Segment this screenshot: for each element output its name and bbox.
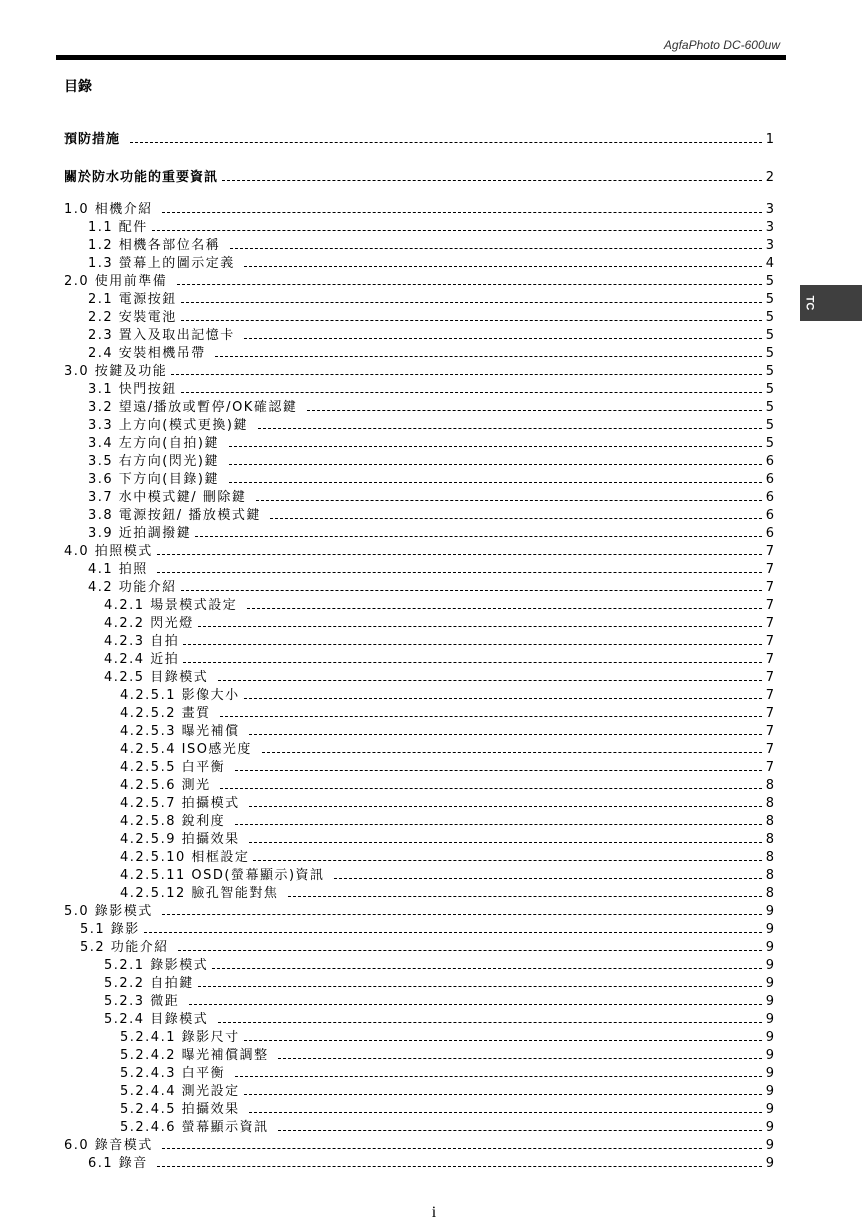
toc-entry[interactable]	[64, 542, 774, 560]
toc-entry-page: 8	[765, 850, 774, 865]
toc-entry[interactable]	[64, 830, 774, 848]
toc-entry-label: 1.2 相機各部位名稱	[88, 238, 226, 253]
toc-entry[interactable]	[64, 992, 774, 1010]
toc-entry-page: 3	[765, 220, 774, 235]
toc-entry[interactable]	[64, 884, 774, 902]
toc-entry[interactable]	[64, 956, 774, 974]
toc-entry-page: 9	[765, 940, 774, 955]
toc-entry-label: 3.0 按鍵及功能	[64, 364, 168, 379]
toc-entry[interactable]	[64, 218, 774, 236]
toc-leader-dots	[181, 392, 762, 393]
toc-entry[interactable]	[64, 1118, 774, 1136]
header-rule	[56, 55, 786, 60]
toc-leader-dots	[152, 230, 762, 231]
toc-leader-dots	[157, 554, 762, 555]
toc-leader-dots	[262, 752, 762, 753]
toc-entry-page: 5	[765, 346, 774, 361]
toc-entry-label: 2.2 安裝電池	[88, 310, 177, 325]
toc-entry-page: 5	[765, 292, 774, 307]
toc-entry[interactable]	[64, 668, 774, 686]
page-number: i	[431, 1204, 437, 1221]
toc-entry-page: 8	[765, 832, 774, 847]
toc-entry-label: 關於防水功能的重要資訊	[64, 170, 219, 185]
toc-entry-page: 3	[765, 238, 774, 253]
toc-leader-dots	[162, 914, 761, 915]
toc-entry-page: 9	[765, 1156, 774, 1171]
toc-entry[interactable]	[64, 560, 774, 578]
toc-leader-dots	[195, 536, 761, 537]
toc-entry-page: 8	[765, 814, 774, 829]
toc-entry[interactable]	[64, 596, 774, 614]
toc-entry-page: 9	[765, 1048, 774, 1063]
toc-entry[interactable]	[64, 236, 774, 254]
toc-entry-page: 9	[765, 994, 774, 1009]
toc-leader-dots	[220, 788, 761, 789]
toc-entry-label: 2.0 使用前準備	[64, 274, 173, 289]
toc-entry-label: 4.2.5.9 拍攝效果	[120, 832, 246, 847]
toc-entry[interactable]	[64, 722, 774, 740]
toc-entry-label: 4.2 功能介紹	[88, 580, 177, 595]
toc-entry-label: 2.4 安裝相機吊帶	[88, 346, 212, 361]
toc-entry[interactable]	[64, 578, 774, 596]
toc-entry-label: 4.2.2 閃光燈	[104, 616, 194, 631]
toc-entry[interactable]	[64, 848, 774, 866]
toc-entry[interactable]	[64, 290, 774, 308]
toc-leader-dots	[288, 896, 762, 897]
toc-entry-label: 4.2.5.6 測光	[120, 778, 217, 793]
toc-entry[interactable]	[64, 920, 774, 938]
toc-entry-page: 9	[765, 1138, 774, 1153]
toc-leader-dots	[278, 1130, 761, 1131]
toc-entry-label: 6.1 錄音	[88, 1156, 154, 1171]
toc-entry-label: 4.2.5.12 臉孔智能對焦	[120, 886, 285, 901]
toc-leader-dots	[162, 1148, 761, 1149]
toc-entry[interactable]	[64, 1082, 774, 1100]
toc-entry-label: 4.2.5.5 白平衡	[120, 760, 231, 775]
toc-leader-dots	[229, 446, 762, 447]
toc-entry-page: 7	[765, 652, 774, 667]
toc-leader-dots	[253, 860, 761, 861]
toc-leader-dots	[249, 842, 761, 843]
toc-entry[interactable]	[64, 614, 774, 632]
toc-entry-label: 5.2.4.5 拍攝效果	[120, 1102, 246, 1117]
toc-entry[interactable]	[64, 902, 774, 920]
toc-entry[interactable]	[64, 812, 774, 830]
toc-entry-label: 6.0 錄音模式	[64, 1138, 159, 1153]
toc-entry-label: 4.2.5.2 畫質	[120, 706, 217, 721]
toc-entry-label: 3.7 水中模式鍵/ 刪除鍵	[88, 490, 252, 505]
toc-leader-dots	[177, 284, 762, 285]
toc-entry-page: 7	[765, 544, 774, 559]
toc-entry-label: 4.2.5.7 拍攝模式	[120, 796, 246, 811]
toc-entry-label: 3.4 左方向(自拍)鍵	[88, 436, 225, 451]
toc-entry-page: 9	[765, 1012, 774, 1027]
toc-leader-dots	[157, 572, 761, 573]
toc-entry-page: 7	[765, 724, 774, 739]
toc-entry[interactable]	[64, 506, 774, 524]
toc-entry[interactable]	[64, 362, 774, 380]
toc-entry[interactable]	[64, 1100, 774, 1118]
toc-leader-dots	[220, 716, 761, 717]
toc-leader-dots	[218, 680, 762, 681]
toc-entry[interactable]	[64, 1046, 774, 1064]
table-of-contents	[64, 120, 774, 1172]
toc-entry-page: 8	[765, 886, 774, 901]
toc-entry[interactable]	[64, 740, 774, 758]
toc-leader-dots	[249, 1112, 761, 1113]
toc-entry[interactable]	[64, 326, 774, 344]
toc-entry-label: 5.2.4.1 錄影尺寸	[120, 1030, 240, 1045]
toc-entry[interactable]	[64, 434, 774, 452]
toc-entry-page: 7	[765, 562, 774, 577]
toc-entry-page: 7	[765, 616, 774, 631]
toc-entry-page: 8	[765, 868, 774, 883]
toc-entry-label: 4.2.5 目錄模式	[104, 670, 214, 685]
toc-entry-label: 4.2.5.1 影像大小	[120, 688, 240, 703]
toc-entry-label: 5.1 錄影	[80, 922, 140, 937]
toc-leader-dots	[235, 824, 762, 825]
toc-entry-label: 3.6 下方向(目錄)鍵	[88, 472, 225, 487]
toc-leader-dots	[183, 662, 762, 663]
toc-entry-page: 6	[765, 472, 774, 487]
toc-entry-label: 4.2.5.10 相框設定	[120, 850, 250, 865]
toc-leader-dots	[218, 1022, 762, 1023]
toc-leader-dots	[215, 356, 761, 357]
toc-leader-dots	[212, 968, 762, 969]
toc-entry[interactable]	[64, 416, 774, 434]
toc-entry-label: 1.0 相機介紹	[64, 202, 159, 217]
toc-leader-dots	[270, 518, 761, 519]
toc-entry-label: 5.2 功能介紹	[80, 940, 175, 955]
toc-leader-dots	[189, 1004, 762, 1005]
toc-entry-page: 3	[765, 202, 774, 217]
toc-entry-label: 5.2.4.6 螢幕顯示資訊	[120, 1120, 275, 1135]
toc-entry-page: 5	[765, 436, 774, 451]
toc-leader-dots	[157, 1166, 761, 1167]
toc-entry-label: 4.2.5.11 OSD(螢幕顯示)資訊	[120, 868, 331, 883]
toc-entry[interactable]	[64, 524, 774, 542]
toc-leader-dots	[244, 698, 762, 699]
toc-leader-dots	[278, 1058, 761, 1059]
toc-entry-page: 9	[765, 1120, 774, 1135]
toc-leader-dots	[171, 374, 761, 375]
toc-entry-page: 6	[765, 508, 774, 523]
toc-entry-label: 2.1 電源按鈕	[88, 292, 177, 307]
toc-entry-page: 9	[765, 1084, 774, 1099]
toc-leader-dots	[198, 986, 762, 987]
toc-entry-label: 4.1 拍照	[88, 562, 154, 577]
toc-leader-dots	[307, 410, 762, 411]
toc-entry-label: 1.3 螢幕上的圖示定義	[88, 256, 241, 271]
toc-entry[interactable]	[64, 866, 774, 884]
toc-entry[interactable]	[64, 254, 774, 272]
toc-entry-page: 6	[765, 454, 774, 469]
toc-entry-label: 5.2.3 微距	[104, 994, 185, 1009]
toc-leader-dots	[249, 806, 761, 807]
toc-entry-page: 5	[765, 328, 774, 343]
toc-entry-label: 3.5 右方向(閃光)鍵	[88, 454, 225, 469]
toc-leader-dots	[230, 248, 762, 249]
toc-entry-page: 7	[765, 742, 774, 757]
toc-entry-page: 9	[765, 904, 774, 919]
toc-entry-page: 5	[765, 400, 774, 415]
toc-entry-label: 5.2.1 錄影模式	[104, 958, 209, 973]
toc-entry-label: 4.2.3 自拍	[104, 634, 180, 649]
toc-leader-dots	[334, 878, 762, 879]
toc-entry-page: 7	[765, 688, 774, 703]
toc-entry[interactable]	[64, 272, 774, 290]
toc-entry-label: 3.3 上方向(模式更換)鍵	[88, 418, 254, 433]
toc-leader-dots	[244, 338, 761, 339]
toc-entry-page: 9	[765, 958, 774, 973]
toc-entry[interactable]	[64, 148, 774, 186]
toc-entry[interactable]	[64, 398, 774, 416]
toc-leader-dots	[235, 770, 762, 771]
language-tab[interactable]	[800, 285, 862, 321]
toc-entry-page: 6	[765, 526, 774, 541]
toc-leader-dots	[178, 950, 761, 951]
toc-entry[interactable]	[64, 380, 774, 398]
toc-entry-label: 1.1 配件	[88, 220, 148, 235]
toc-entry-page: 5	[765, 382, 774, 397]
toc-entry-page: 1	[765, 132, 774, 147]
toc-entry-label: 4.0 拍照模式	[64, 544, 153, 559]
toc-entry-page: 5	[765, 310, 774, 325]
toc-leader-dots	[181, 302, 762, 303]
toc-leader-dots	[258, 428, 762, 429]
toc-leader-dots	[244, 266, 761, 267]
toc-leader-dots	[244, 1040, 762, 1041]
toc-entry-label: 4.2.5.8 銳利度	[120, 814, 231, 829]
toc-entry-page: 6	[765, 490, 774, 505]
toc-leader-dots	[181, 320, 762, 321]
toc-entry-page: 8	[765, 796, 774, 811]
toc-entry-page: 7	[765, 634, 774, 649]
toc-leader-dots	[235, 1076, 762, 1077]
toc-entry-label: 4.2.5.3 曝光補償	[120, 724, 246, 739]
toc-entry-label: 5.2.4.2 曝光補償調整	[120, 1048, 275, 1063]
toc-entry[interactable]	[64, 704, 774, 722]
toc-entry[interactable]	[64, 974, 774, 992]
toc-entry-label: 5.2.2 自拍鍵	[104, 976, 194, 991]
toc-leader-dots	[198, 626, 762, 627]
toc-leader-dots	[229, 482, 762, 483]
toc-entry-page: 8	[765, 778, 774, 793]
toc-entry-page: 9	[765, 1030, 774, 1045]
toc-leader-dots	[256, 500, 762, 501]
toc-entry-page: 2	[765, 170, 774, 185]
toc-entry[interactable]	[64, 308, 774, 326]
toc-entry[interactable]	[64, 1064, 774, 1082]
toc-leader-dots	[183, 644, 762, 645]
toc-leader-dots	[162, 212, 761, 213]
toc-entry-page: 5	[765, 418, 774, 433]
toc-entry[interactable]	[64, 938, 774, 956]
toc-entry[interactable]	[64, 200, 774, 218]
toc-entry[interactable]	[64, 1136, 774, 1154]
toc-entry-label: 3.2 望遠/播放或暫停/OK確認鍵	[88, 400, 303, 415]
toc-entry-page: 7	[765, 670, 774, 685]
toc-leader-dots	[181, 590, 762, 591]
toc-entry-page: 7	[765, 706, 774, 721]
toc-entry-label: 4.2.4 近拍	[104, 652, 180, 667]
toc-entry-page: 9	[765, 922, 774, 937]
header-brand: AgfaPhoto DC-600uw	[663, 38, 780, 52]
toc-entry[interactable]	[64, 632, 774, 650]
toc-entry[interactable]	[64, 344, 774, 362]
toc-entry[interactable]	[64, 776, 774, 794]
toc-entry-label: 5.2.4.3 白平衡	[120, 1066, 231, 1081]
toc-entry-page: 9	[765, 1102, 774, 1117]
toc-leader-dots	[229, 464, 762, 465]
toc-leader-dots	[130, 142, 762, 143]
toc-leader-dots	[244, 1094, 762, 1095]
toc-entry[interactable]	[64, 1028, 774, 1046]
toc-entry[interactable]	[64, 120, 774, 148]
toc-entry-page: 5	[765, 274, 774, 289]
toc-entry-page: 9	[765, 976, 774, 991]
toc-entry-page: 7	[765, 598, 774, 613]
toc-entry-page: 4	[765, 256, 774, 271]
toc-entry[interactable]	[64, 686, 774, 704]
toc-leader-dots	[247, 608, 762, 609]
toc-entry[interactable]	[64, 1010, 774, 1028]
toc-entry-label: 2.3 置入及取出記憶卡	[88, 328, 241, 343]
toc-entry-page: 5	[765, 364, 774, 379]
toc-entry-label: 5.2.4 目錄模式	[104, 1012, 214, 1027]
toc-entry-page: 7	[765, 760, 774, 775]
toc-leader-dots	[249, 734, 761, 735]
toc-entry-label: 3.1 快門按鈕	[88, 382, 177, 397]
toc-entry-page: 7	[765, 580, 774, 595]
toc-entry-label: 5.0 錄影模式	[64, 904, 159, 919]
toc-entry-label: 4.2.5.4 ISO感光度	[120, 742, 258, 757]
toc-entry-label: 4.2.1 場景模式設定	[104, 598, 243, 613]
toc-entry[interactable]	[64, 470, 774, 488]
toc-leader-dots	[222, 180, 762, 181]
language-tab-label: TC	[803, 295, 816, 311]
toc-entry[interactable]	[64, 452, 774, 470]
toc-entry-label: 預防措施	[64, 132, 126, 147]
toc-entry[interactable]	[64, 650, 774, 668]
toc-entry-label: 3.9 近拍調撥鍵	[88, 526, 192, 541]
toc-leader-dots	[144, 932, 762, 933]
page-title: 目錄	[64, 79, 92, 95]
toc-entry[interactable]	[64, 758, 774, 776]
toc-entry[interactable]	[64, 794, 774, 812]
toc-entry[interactable]	[64, 488, 774, 506]
toc-entry[interactable]	[64, 1154, 774, 1172]
toc-section-gap	[64, 186, 774, 200]
toc-entry-label: 5.2.4.4 測光設定	[120, 1084, 240, 1099]
toc-entry-page: 9	[765, 1066, 774, 1081]
toc-entry-label: 3.8 電源按鈕/ 播放模式鍵	[88, 508, 267, 523]
